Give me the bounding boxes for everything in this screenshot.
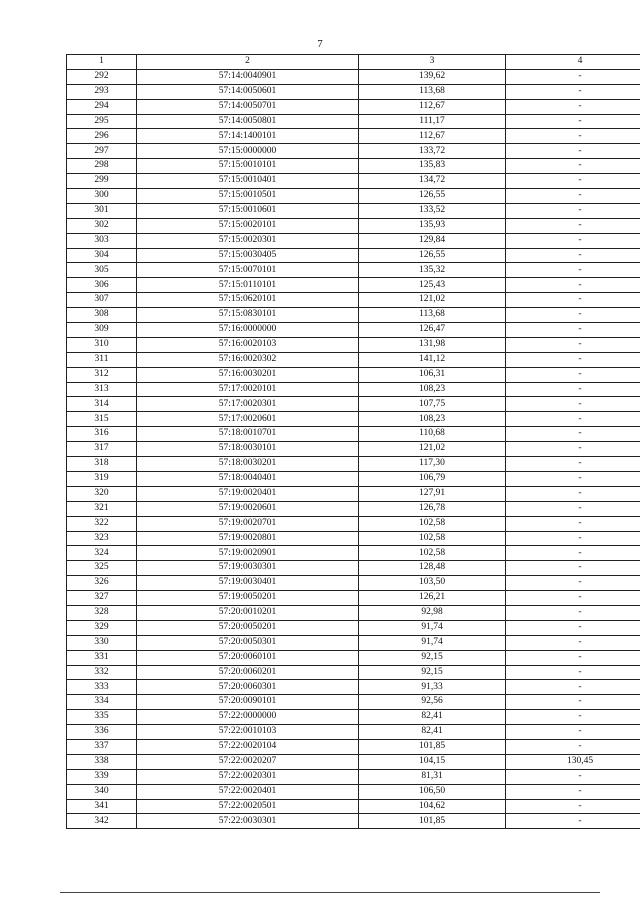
extra-value-cell: - bbox=[506, 174, 640, 189]
cadastral-number-cell: 57:15:0000000 bbox=[137, 144, 359, 159]
row-number-cell: 311 bbox=[67, 352, 137, 367]
extra-value-cell: - bbox=[506, 189, 640, 204]
value-cell: 108,23 bbox=[359, 412, 506, 427]
row-number-cell: 307 bbox=[67, 293, 137, 308]
row-number-cell: 317 bbox=[67, 442, 137, 457]
cadastral-number-cell: 57:20:0050201 bbox=[137, 620, 359, 635]
value-cell: 135,93 bbox=[359, 218, 506, 233]
row-number-cell: 333 bbox=[67, 680, 137, 695]
cadastral-number-cell: 57:15:0010601 bbox=[137, 203, 359, 218]
cadastral-number-cell: 57:22:0010103 bbox=[137, 725, 359, 740]
value-cell: 92,56 bbox=[359, 695, 506, 710]
table-row bbox=[67, 754, 640, 769]
value-cell: 103,50 bbox=[359, 576, 506, 591]
row-number-cell: 339 bbox=[67, 769, 137, 784]
extra-value-cell: - bbox=[506, 650, 640, 665]
table-row bbox=[67, 174, 640, 189]
table-row bbox=[67, 591, 640, 606]
cadastral-number-cell: 57:17:0020601 bbox=[137, 412, 359, 427]
row-number-cell: 325 bbox=[67, 561, 137, 576]
cadastral-number-cell: 57:20:0060301 bbox=[137, 680, 359, 695]
row-number-cell: 322 bbox=[67, 516, 137, 531]
extra-value-cell: - bbox=[506, 591, 640, 606]
cadastral-number-cell: 57:18:0040401 bbox=[137, 471, 359, 486]
value-cell: 133,72 bbox=[359, 144, 506, 159]
value-cell: 129,84 bbox=[359, 233, 506, 248]
table-row bbox=[67, 799, 640, 814]
extra-value-cell: - bbox=[506, 412, 640, 427]
cadastral-number-cell: 57:20:0010201 bbox=[137, 605, 359, 620]
cadastral-number-cell: 57:14:0050701 bbox=[137, 99, 359, 114]
value-cell: 108,23 bbox=[359, 382, 506, 397]
row-number-cell: 316 bbox=[67, 427, 137, 442]
cadastral-number-cell: 57:19:0050201 bbox=[137, 591, 359, 606]
cadastral-number-cell: 57:20:0050301 bbox=[137, 635, 359, 650]
row-number-cell: 324 bbox=[67, 546, 137, 561]
table-row bbox=[67, 397, 640, 412]
table-row bbox=[67, 561, 640, 576]
value-cell: 126,78 bbox=[359, 501, 506, 516]
extra-value-cell: - bbox=[506, 144, 640, 159]
cadastral-number-cell: 57:15:0010401 bbox=[137, 174, 359, 189]
row-number-cell: 292 bbox=[67, 69, 137, 84]
value-cell: 82,41 bbox=[359, 725, 506, 740]
value-cell: 104,15 bbox=[359, 754, 506, 769]
row-number-cell: 301 bbox=[67, 203, 137, 218]
cadastral-number-cell: 57:18:0030101 bbox=[137, 442, 359, 457]
table-row bbox=[67, 427, 640, 442]
extra-value-cell: - bbox=[506, 427, 640, 442]
extra-value-cell: - bbox=[506, 337, 640, 352]
row-number-cell: 300 bbox=[67, 189, 137, 204]
extra-value-cell: - bbox=[506, 233, 640, 248]
cadastral-number-cell: 57:15:0620101 bbox=[137, 293, 359, 308]
value-cell: 117,30 bbox=[359, 457, 506, 472]
table-row bbox=[67, 69, 640, 84]
value-cell: 106,79 bbox=[359, 471, 506, 486]
cadastral-number-cell: 57:14:0050801 bbox=[137, 114, 359, 129]
cadastral-number-cell: 57:22:0020207 bbox=[137, 754, 359, 769]
extra-value-cell: - bbox=[506, 739, 640, 754]
value-cell: 92,15 bbox=[359, 665, 506, 680]
row-number-cell: 318 bbox=[67, 457, 137, 472]
extra-value-cell: - bbox=[506, 576, 640, 591]
value-cell: 121,02 bbox=[359, 442, 506, 457]
extra-value-cell: - bbox=[506, 516, 640, 531]
row-number-cell: 308 bbox=[67, 308, 137, 323]
table-row bbox=[67, 218, 640, 233]
row-number-cell: 297 bbox=[67, 144, 137, 159]
cadastral-number-cell: 57:22:0000000 bbox=[137, 710, 359, 725]
cadastral-number-cell: 57:22:0020501 bbox=[137, 799, 359, 814]
table-row bbox=[67, 710, 640, 725]
value-cell: 133,52 bbox=[359, 203, 506, 218]
extra-value-cell: - bbox=[506, 680, 640, 695]
value-cell: 113,68 bbox=[359, 308, 506, 323]
value-cell: 127,91 bbox=[359, 486, 506, 501]
cadastral-number-cell: 57:19:0020401 bbox=[137, 486, 359, 501]
header-cell-1: 1 bbox=[67, 55, 137, 70]
row-number-cell: 340 bbox=[67, 784, 137, 799]
table-row bbox=[67, 516, 640, 531]
cadastral-number-cell: 57:19:0020601 bbox=[137, 501, 359, 516]
extra-value-cell: - bbox=[506, 442, 640, 457]
extra-value-cell: - bbox=[506, 471, 640, 486]
value-cell: 102,58 bbox=[359, 531, 506, 546]
extra-value-cell: - bbox=[506, 159, 640, 174]
row-number-cell: 305 bbox=[67, 263, 137, 278]
value-cell: 91,74 bbox=[359, 635, 506, 650]
value-cell: 128,48 bbox=[359, 561, 506, 576]
extra-value-cell: - bbox=[506, 308, 640, 323]
extra-value-cell: - bbox=[506, 665, 640, 680]
value-cell: 131,98 bbox=[359, 337, 506, 352]
extra-value-cell: - bbox=[506, 218, 640, 233]
table-row bbox=[67, 129, 640, 144]
cadastral-number-cell: 57:19:0020801 bbox=[137, 531, 359, 546]
cadastral-number-cell: 57:15:0830101 bbox=[137, 308, 359, 323]
value-cell: 82,41 bbox=[359, 710, 506, 725]
row-number-cell: 330 bbox=[67, 635, 137, 650]
row-number-cell: 303 bbox=[67, 233, 137, 248]
value-cell: 135,32 bbox=[359, 263, 506, 278]
extra-value-cell: - bbox=[506, 114, 640, 129]
cadastral-number-cell: 57:19:0020701 bbox=[137, 516, 359, 531]
extra-value-cell: - bbox=[506, 486, 640, 501]
extra-value-cell: - bbox=[506, 501, 640, 516]
table-row bbox=[67, 278, 640, 293]
table-row bbox=[67, 471, 640, 486]
row-number-cell: 296 bbox=[67, 129, 137, 144]
cadastral-number-cell: 57:17:0020101 bbox=[137, 382, 359, 397]
table-row bbox=[67, 293, 640, 308]
cadastral-number-cell: 57:16:0020103 bbox=[137, 337, 359, 352]
table-row bbox=[67, 546, 640, 561]
table-row bbox=[67, 635, 640, 650]
extra-value-cell: - bbox=[506, 248, 640, 263]
value-cell: 113,68 bbox=[359, 84, 506, 99]
extra-value-cell: - bbox=[506, 99, 640, 114]
row-number-cell: 335 bbox=[67, 710, 137, 725]
cadastral-number-cell: 57:16:0000000 bbox=[137, 323, 359, 338]
value-cell: 112,67 bbox=[359, 129, 506, 144]
table-row bbox=[67, 620, 640, 635]
bottom-rule bbox=[60, 892, 600, 893]
extra-value-cell: - bbox=[506, 620, 640, 635]
row-number-cell: 299 bbox=[67, 174, 137, 189]
data-table bbox=[66, 54, 640, 829]
table-row bbox=[67, 114, 640, 129]
extra-value-cell: - bbox=[506, 84, 640, 99]
table-row bbox=[67, 725, 640, 740]
row-number-cell: 328 bbox=[67, 605, 137, 620]
value-cell: 92,98 bbox=[359, 605, 506, 620]
row-number-cell: 320 bbox=[67, 486, 137, 501]
extra-value-cell: - bbox=[506, 561, 640, 576]
value-cell: 91,33 bbox=[359, 680, 506, 695]
table-row bbox=[67, 323, 640, 338]
extra-value-cell: - bbox=[506, 382, 640, 397]
value-cell: 102,58 bbox=[359, 516, 506, 531]
table-row bbox=[67, 531, 640, 546]
row-number-cell: 329 bbox=[67, 620, 137, 635]
table-row bbox=[67, 308, 640, 323]
cadastral-number-cell: 57:19:0030301 bbox=[137, 561, 359, 576]
value-cell: 112,67 bbox=[359, 99, 506, 114]
row-number-cell: 338 bbox=[67, 754, 137, 769]
extra-value-cell: - bbox=[506, 129, 640, 144]
value-cell: 135,83 bbox=[359, 159, 506, 174]
table-row bbox=[67, 665, 640, 680]
extra-value-cell: - bbox=[506, 695, 640, 710]
table-row bbox=[67, 337, 640, 352]
table-row bbox=[67, 442, 640, 457]
row-number-cell: 331 bbox=[67, 650, 137, 665]
cadastral-number-cell: 57:17:0020301 bbox=[137, 397, 359, 412]
extra-value-cell: - bbox=[506, 784, 640, 799]
extra-value-cell: - bbox=[506, 69, 640, 84]
table-row bbox=[67, 248, 640, 263]
header-cell-3: 3 bbox=[359, 55, 506, 70]
row-number-cell: 342 bbox=[67, 814, 137, 829]
table-row bbox=[67, 233, 640, 248]
extra-value-cell: - bbox=[506, 278, 640, 293]
table-row bbox=[67, 739, 640, 754]
cadastral-number-cell: 57:22:0030301 bbox=[137, 814, 359, 829]
cadastral-number-cell: 57:22:0020301 bbox=[137, 769, 359, 784]
cadastral-number-cell: 57:22:0020401 bbox=[137, 784, 359, 799]
table-row bbox=[67, 352, 640, 367]
table-row bbox=[67, 189, 640, 204]
row-number-cell: 314 bbox=[67, 397, 137, 412]
extra-value-cell: 130,45 bbox=[506, 754, 640, 769]
row-number-cell: 295 bbox=[67, 114, 137, 129]
value-cell: 111,17 bbox=[359, 114, 506, 129]
table-row bbox=[67, 412, 640, 427]
value-cell: 106,50 bbox=[359, 784, 506, 799]
table-header bbox=[67, 55, 640, 70]
row-number-cell: 326 bbox=[67, 576, 137, 591]
cadastral-number-cell: 57:18:0030201 bbox=[137, 457, 359, 472]
row-number-cell: 313 bbox=[67, 382, 137, 397]
table-row bbox=[67, 680, 640, 695]
cadastral-number-cell: 57:22:0020104 bbox=[137, 739, 359, 754]
row-number-cell: 323 bbox=[67, 531, 137, 546]
row-number-cell: 312 bbox=[67, 367, 137, 382]
row-number-cell: 298 bbox=[67, 159, 137, 174]
cadastral-number-cell: 57:16:0030201 bbox=[137, 367, 359, 382]
extra-value-cell: - bbox=[506, 814, 640, 829]
value-cell: 139,62 bbox=[359, 69, 506, 84]
table-row bbox=[67, 576, 640, 591]
cadastral-number-cell: 57:16:0020302 bbox=[137, 352, 359, 367]
table-row bbox=[67, 605, 640, 620]
value-cell: 101,85 bbox=[359, 814, 506, 829]
table-body bbox=[67, 69, 640, 828]
extra-value-cell: - bbox=[506, 710, 640, 725]
row-number-cell: 310 bbox=[67, 337, 137, 352]
value-cell: 91,74 bbox=[359, 620, 506, 635]
value-cell: 110,68 bbox=[359, 427, 506, 442]
cadastral-number-cell: 57:20:0090101 bbox=[137, 695, 359, 710]
value-cell: 81,31 bbox=[359, 769, 506, 784]
cadastral-number-cell: 57:19:0030401 bbox=[137, 576, 359, 591]
table-row bbox=[67, 457, 640, 472]
extra-value-cell: - bbox=[506, 352, 640, 367]
row-number-cell: 309 bbox=[67, 323, 137, 338]
value-cell: 121,02 bbox=[359, 293, 506, 308]
row-number-cell: 327 bbox=[67, 591, 137, 606]
row-number-cell: 334 bbox=[67, 695, 137, 710]
value-cell: 106,31 bbox=[359, 367, 506, 382]
header-cell-2: 2 bbox=[137, 55, 359, 70]
cadastral-number-cell: 57:15:0110101 bbox=[137, 278, 359, 293]
row-number-cell: 336 bbox=[67, 725, 137, 740]
header-row bbox=[67, 55, 640, 70]
cadastral-number-cell: 57:19:0020901 bbox=[137, 546, 359, 561]
table-row bbox=[67, 784, 640, 799]
cadastral-number-cell: 57:14:1400101 bbox=[137, 129, 359, 144]
value-cell: 126,55 bbox=[359, 189, 506, 204]
cadastral-number-cell: 57:15:0030405 bbox=[137, 248, 359, 263]
extra-value-cell: - bbox=[506, 725, 640, 740]
value-cell: 125,43 bbox=[359, 278, 506, 293]
cadastral-number-cell: 57:15:0070101 bbox=[137, 263, 359, 278]
table-row bbox=[67, 501, 640, 516]
row-number-cell: 332 bbox=[67, 665, 137, 680]
page-number: 7 bbox=[317, 38, 323, 50]
extra-value-cell: - bbox=[506, 769, 640, 784]
cadastral-number-cell: 57:18:0010701 bbox=[137, 427, 359, 442]
extra-value-cell: - bbox=[506, 293, 640, 308]
row-number-cell: 293 bbox=[67, 84, 137, 99]
extra-value-cell: - bbox=[506, 367, 640, 382]
table-row bbox=[67, 144, 640, 159]
cadastral-number-cell: 57:15:0020301 bbox=[137, 233, 359, 248]
cadastral-number-cell: 57:20:0060201 bbox=[137, 665, 359, 680]
table-row bbox=[67, 382, 640, 397]
table-row bbox=[67, 99, 640, 114]
table-row bbox=[67, 263, 640, 278]
row-number-cell: 294 bbox=[67, 99, 137, 114]
value-cell: 107,75 bbox=[359, 397, 506, 412]
table-row bbox=[67, 84, 640, 99]
row-number-cell: 319 bbox=[67, 471, 137, 486]
row-number-cell: 302 bbox=[67, 218, 137, 233]
value-cell: 92,15 bbox=[359, 650, 506, 665]
extra-value-cell: - bbox=[506, 531, 640, 546]
value-cell: 126,21 bbox=[359, 591, 506, 606]
cadastral-number-cell: 57:15:0010101 bbox=[137, 159, 359, 174]
table-row bbox=[67, 203, 640, 218]
cadastral-number-cell: 57:15:0020101 bbox=[137, 218, 359, 233]
extra-value-cell: - bbox=[506, 203, 640, 218]
table-row bbox=[67, 367, 640, 382]
row-number-cell: 337 bbox=[67, 739, 137, 754]
extra-value-cell: - bbox=[506, 263, 640, 278]
table-row bbox=[67, 814, 640, 829]
row-number-cell: 306 bbox=[67, 278, 137, 293]
value-cell: 126,55 bbox=[359, 248, 506, 263]
extra-value-cell: - bbox=[506, 799, 640, 814]
value-cell: 102,58 bbox=[359, 546, 506, 561]
row-number-cell: 304 bbox=[67, 248, 137, 263]
table-row bbox=[67, 650, 640, 665]
header-cell-4: 4 bbox=[506, 55, 640, 70]
table-row bbox=[67, 695, 640, 710]
cadastral-number-cell: 57:20:0060101 bbox=[137, 650, 359, 665]
table-row bbox=[67, 486, 640, 501]
value-cell: 101,85 bbox=[359, 739, 506, 754]
extra-value-cell: - bbox=[506, 546, 640, 561]
value-cell: 126,47 bbox=[359, 323, 506, 338]
extra-value-cell: - bbox=[506, 397, 640, 412]
extra-value-cell: - bbox=[506, 605, 640, 620]
row-number-cell: 315 bbox=[67, 412, 137, 427]
value-cell: 134,72 bbox=[359, 174, 506, 189]
extra-value-cell: - bbox=[506, 635, 640, 650]
table-row bbox=[67, 159, 640, 174]
cadastral-number-cell: 57:14:0040901 bbox=[137, 69, 359, 84]
extra-value-cell: - bbox=[506, 457, 640, 472]
row-number-cell: 321 bbox=[67, 501, 137, 516]
row-number-cell: 341 bbox=[67, 799, 137, 814]
value-cell: 141,12 bbox=[359, 352, 506, 367]
cadastral-number-cell: 57:15:0010501 bbox=[137, 189, 359, 204]
cadastral-number-cell: 57:14:0050601 bbox=[137, 84, 359, 99]
table-row bbox=[67, 769, 640, 784]
extra-value-cell: - bbox=[506, 323, 640, 338]
value-cell: 104,62 bbox=[359, 799, 506, 814]
